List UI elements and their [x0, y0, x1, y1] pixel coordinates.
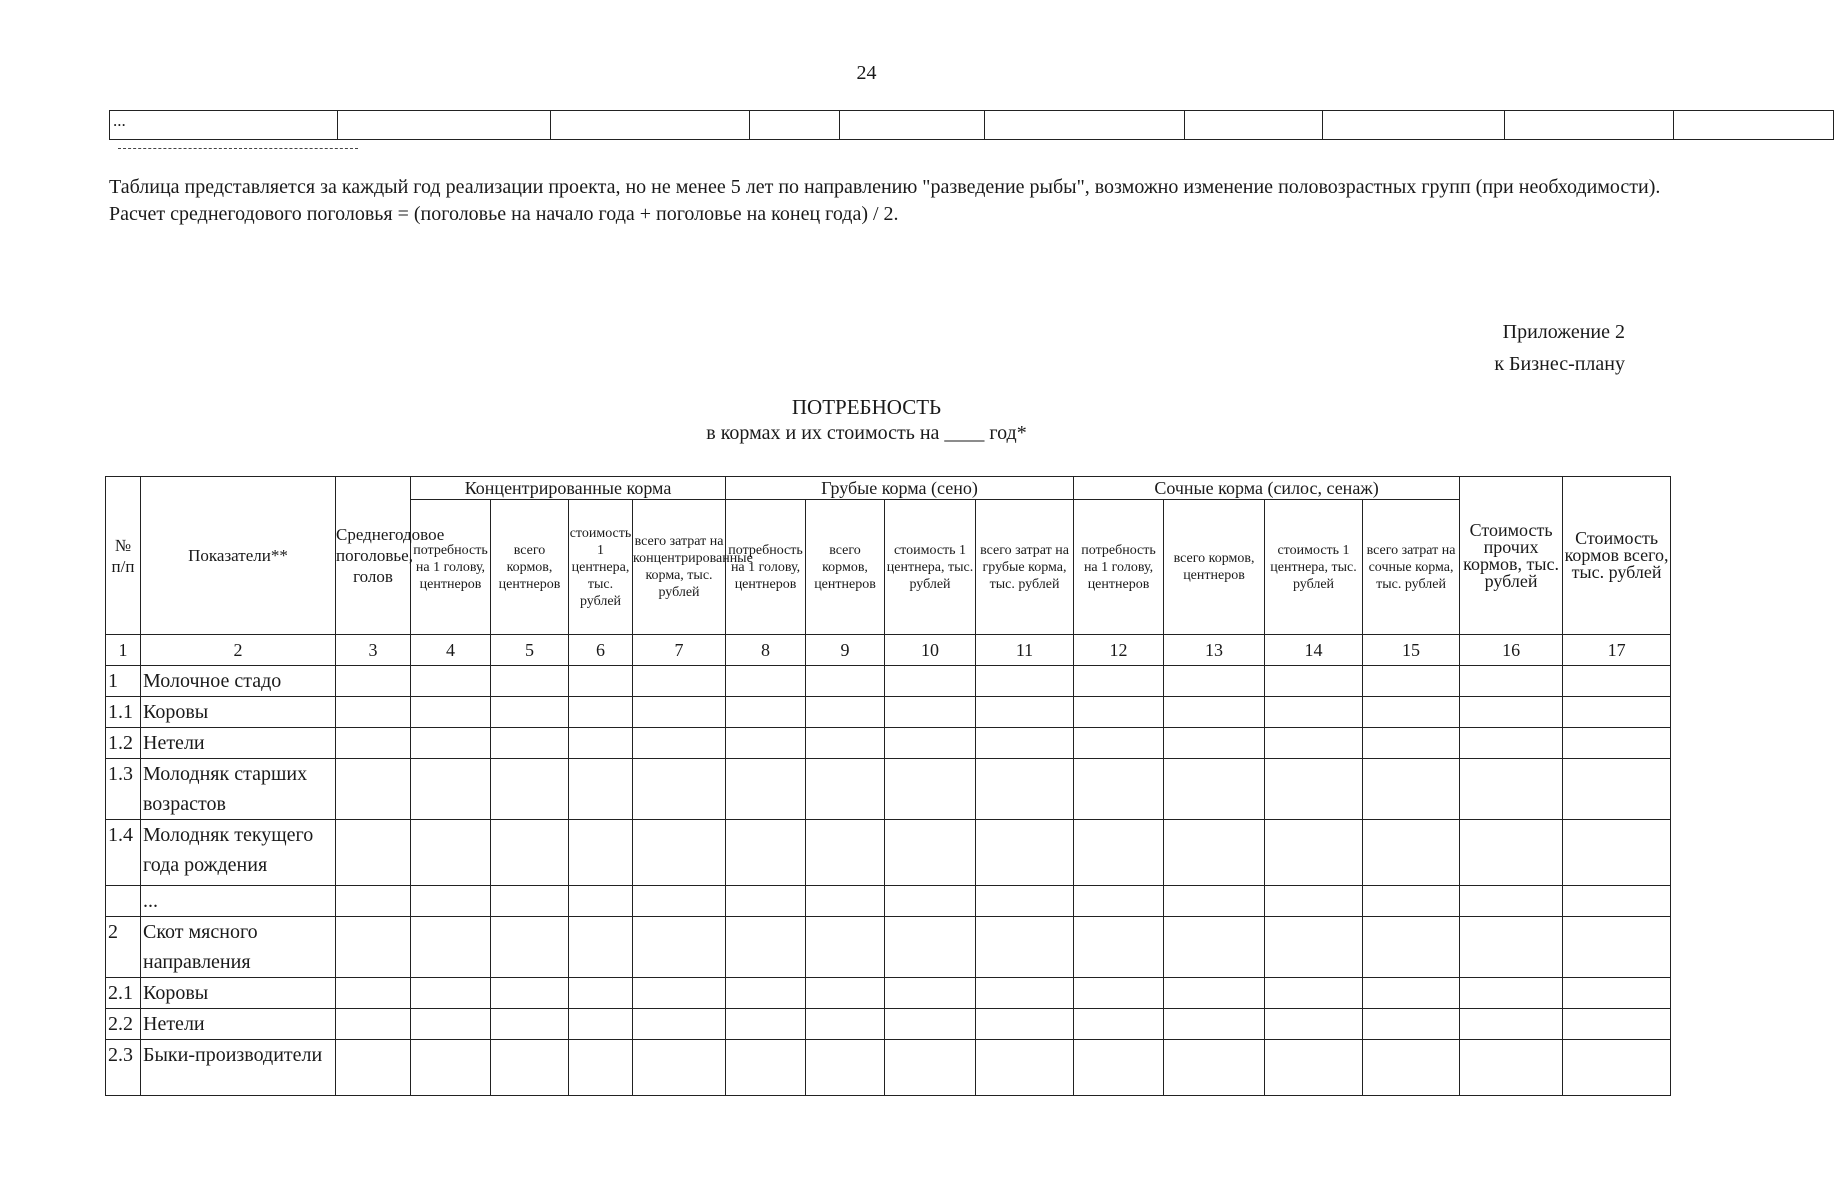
empty-cell[interactable]: [491, 759, 569, 820]
table-row: [106, 1009, 1671, 1040]
empty-cell[interactable]: [411, 1040, 491, 1096]
empty-cell[interactable]: [806, 917, 885, 978]
empty-cell[interactable]: [569, 886, 633, 917]
empty-cell[interactable]: [976, 666, 1074, 697]
column-number: 6: [569, 635, 633, 666]
empty-cell[interactable]: [1164, 666, 1265, 697]
empty-cell[interactable]: [1074, 666, 1164, 697]
empty-cell[interactable]: [1265, 728, 1363, 759]
empty-cell[interactable]: [1164, 820, 1265, 886]
empty-cell[interactable]: [976, 728, 1074, 759]
empty-cell[interactable]: [1074, 759, 1164, 820]
empty-cell[interactable]: [806, 728, 885, 759]
empty-cell[interactable]: [1460, 697, 1563, 728]
empty-cell[interactable]: [411, 886, 491, 917]
row-indicator: Быки-производители: [141, 1040, 336, 1096]
column-number: 14: [1265, 635, 1363, 666]
empty-cell[interactable]: [1460, 759, 1563, 820]
empty-cell[interactable]: [633, 1009, 726, 1040]
empty-cell[interactable]: [806, 666, 885, 697]
empty-cell[interactable]: [1265, 886, 1363, 917]
table-row: [106, 886, 1671, 917]
empty-cell[interactable]: [1563, 697, 1671, 728]
empty-cell[interactable]: [491, 1009, 569, 1040]
empty-cell[interactable]: [976, 1040, 1074, 1096]
empty-cell[interactable]: [1563, 1009, 1671, 1040]
empty-cell[interactable]: [491, 820, 569, 886]
row-number: 2.1: [106, 978, 141, 1009]
empty-cell[interactable]: [569, 697, 633, 728]
column-number: 9: [806, 635, 885, 666]
header-group-row: [106, 477, 1671, 500]
empty-cell[interactable]: [1164, 1040, 1265, 1096]
empty-cell[interactable]: [726, 886, 806, 917]
empty-cell[interactable]: [569, 820, 633, 886]
empty-cell[interactable]: [1460, 886, 1563, 917]
empty-cell[interactable]: [1563, 917, 1671, 978]
empty-cell[interactable]: [976, 1009, 1074, 1040]
empty-cell[interactable]: [1363, 728, 1460, 759]
empty-cell[interactable]: [726, 759, 806, 820]
table-row: [106, 666, 1671, 697]
empty-cell[interactable]: [1074, 728, 1164, 759]
column-number: 8: [726, 635, 806, 666]
empty-cell[interactable]: [1460, 1009, 1563, 1040]
empty-cell[interactable]: [1074, 917, 1164, 978]
empty-cell[interactable]: [885, 697, 976, 728]
empty-cell[interactable]: [491, 697, 569, 728]
empty-cell[interactable]: [1563, 820, 1671, 886]
empty-cell[interactable]: [336, 886, 411, 917]
feed-requirements-table: [105, 476, 1671, 1096]
empty-cell[interactable]: [806, 759, 885, 820]
header-coarse-price: стоимость 1 центнера, тыс. рублей: [885, 500, 976, 635]
empty-cell[interactable]: [726, 1040, 806, 1096]
empty-cell[interactable]: [1363, 978, 1460, 1009]
empty-cell[interactable]: [1265, 1009, 1363, 1040]
empty-cell[interactable]: [491, 917, 569, 978]
empty-cell[interactable]: [885, 1040, 976, 1096]
empty-cell[interactable]: [336, 728, 411, 759]
empty-cell[interactable]: [1563, 978, 1671, 1009]
empty-cell[interactable]: [806, 1009, 885, 1040]
empty-cell[interactable]: [1363, 820, 1460, 886]
row-indicator: Молодняк текущего года рождения: [141, 820, 336, 886]
header-succ-need: потребность на 1 голову, центнеров: [1074, 500, 1164, 635]
empty-cell[interactable]: [1363, 1009, 1460, 1040]
empty-cell[interactable]: [491, 728, 569, 759]
column-number: 5: [491, 635, 569, 666]
empty-cell[interactable]: [726, 1009, 806, 1040]
empty-cell[interactable]: [726, 666, 806, 697]
empty-cell[interactable]: [569, 917, 633, 978]
document-title: [0, 394, 1733, 446]
empty-cell[interactable]: [1265, 917, 1363, 978]
column-number: 12: [1074, 635, 1164, 666]
row-number: 1.3: [106, 759, 141, 820]
column-number: 7: [633, 635, 726, 666]
empty-cell[interactable]: [411, 917, 491, 978]
header-coarse-total: всего кормов, центнеров: [806, 500, 885, 635]
empty-cell[interactable]: [1563, 1040, 1671, 1096]
header-avg-herd: Среднегодовое поголовье, голов: [336, 477, 411, 635]
empty-cell[interactable]: [976, 697, 1074, 728]
empty-cell[interactable]: [1265, 666, 1363, 697]
empty-cell[interactable]: [726, 697, 806, 728]
row-number: 2.3: [106, 1040, 141, 1096]
table-row: [106, 728, 1671, 759]
empty-cell[interactable]: [1074, 886, 1164, 917]
empty-cell[interactable]: [1460, 728, 1563, 759]
empty-cell[interactable]: [569, 1009, 633, 1040]
empty-cell[interactable]: [726, 917, 806, 978]
empty-cell[interactable]: [633, 666, 726, 697]
empty-cell[interactable]: [885, 886, 976, 917]
header-conc-cost: всего затрат на концентрированные корма, тыс. рублей: [633, 500, 726, 635]
empty-cell[interactable]: [1563, 728, 1671, 759]
empty-cell[interactable]: [569, 759, 633, 820]
empty-cell[interactable]: [1460, 820, 1563, 886]
header-concentrated-feed: Концентрированные корма: [411, 477, 726, 500]
continuation-cell: ...: [110, 111, 338, 140]
empty-cell[interactable]: [885, 1009, 976, 1040]
empty-cell[interactable]: [633, 820, 726, 886]
row-number: 1: [106, 666, 141, 697]
header-other-cost: Стоимость прочих кормов, тыс. рублей: [1460, 477, 1563, 635]
empty-cell[interactable]: [411, 728, 491, 759]
empty-cell[interactable]: [411, 697, 491, 728]
empty-cell[interactable]: [1164, 886, 1265, 917]
header-conc-price: стоимость 1 центнера, тыс. рублей: [569, 500, 633, 635]
title-line-2: в кормах и их стоимость на ____ год*: [706, 422, 1027, 444]
empty-cell[interactable]: [1074, 1040, 1164, 1096]
table-row: [106, 820, 1671, 886]
column-number: 16: [1460, 635, 1563, 666]
empty-cell[interactable]: [411, 978, 491, 1009]
empty-cell[interactable]: [1265, 759, 1363, 820]
appendix-line-2: к Бизнес-плану: [1494, 353, 1625, 375]
row-number: [106, 886, 141, 917]
empty-cell[interactable]: [1363, 1040, 1460, 1096]
empty-cell[interactable]: [411, 1009, 491, 1040]
header-coarse-feed: Грубые корма (сено): [726, 477, 1074, 500]
empty-cell[interactable]: [1074, 820, 1164, 886]
empty-cell[interactable]: [569, 978, 633, 1009]
row-number: 1.1: [106, 697, 141, 728]
header-conc-need: потребность на 1 голову, центнеров: [411, 500, 491, 635]
empty-cell[interactable]: [1460, 1040, 1563, 1096]
row-indicator: Молодняк старших возрастов: [141, 759, 336, 820]
empty-cell[interactable]: [1563, 886, 1671, 917]
empty-cell[interactable]: [336, 666, 411, 697]
empty-cell[interactable]: [1164, 917, 1265, 978]
empty-cell[interactable]: [491, 1040, 569, 1096]
row-number: 1.4: [106, 820, 141, 886]
header-total-cost: Стоимость кормов всего, тыс. рублей: [1563, 477, 1671, 635]
empty-cell[interactable]: [1460, 978, 1563, 1009]
column-number: 15: [1363, 635, 1460, 666]
empty-cell[interactable]: [1563, 666, 1671, 697]
empty-cell[interactable]: [1265, 1040, 1363, 1096]
empty-cell[interactable]: [1074, 1009, 1164, 1040]
empty-cell[interactable]: [1164, 978, 1265, 1009]
column-number: 4: [411, 635, 491, 666]
empty-cell[interactable]: [976, 759, 1074, 820]
empty-cell[interactable]: [633, 697, 726, 728]
empty-cell[interactable]: [976, 917, 1074, 978]
empty-cell[interactable]: [1363, 697, 1460, 728]
column-number: 10: [885, 635, 976, 666]
empty-cell[interactable]: [1164, 759, 1265, 820]
table-row: [106, 1040, 1671, 1096]
empty-cell[interactable]: [633, 728, 726, 759]
empty-cell[interactable]: [806, 978, 885, 1009]
empty-cell[interactable]: [1363, 759, 1460, 820]
empty-cell[interactable]: [806, 697, 885, 728]
empty-cell[interactable]: [336, 1040, 411, 1096]
empty-cell[interactable]: [885, 820, 976, 886]
empty-cell[interactable]: [885, 759, 976, 820]
empty-cell[interactable]: [411, 820, 491, 886]
empty-cell[interactable]: [1164, 728, 1265, 759]
empty-cell[interactable]: [806, 820, 885, 886]
column-number: 17: [1563, 635, 1671, 666]
empty-cell[interactable]: [633, 1040, 726, 1096]
empty-cell[interactable]: [411, 666, 491, 697]
row-indicator: Нетели: [141, 728, 336, 759]
empty-cell[interactable]: [569, 728, 633, 759]
empty-cell[interactable]: [633, 886, 726, 917]
header-succ-price: стоимость 1 центнера, тыс. рублей: [1265, 500, 1363, 635]
empty-cell[interactable]: [1363, 886, 1460, 917]
empty-cell[interactable]: [336, 820, 411, 886]
row-indicator: ...: [141, 886, 336, 917]
continuation-table: [109, 110, 1834, 140]
table-row: [106, 917, 1671, 978]
empty-cell[interactable]: [1265, 820, 1363, 886]
empty-cell[interactable]: [806, 886, 885, 917]
empty-cell[interactable]: [491, 666, 569, 697]
empty-cell[interactable]: [806, 1040, 885, 1096]
empty-cell[interactable]: [491, 978, 569, 1009]
empty-cell[interactable]: [1074, 697, 1164, 728]
empty-cell[interactable]: [885, 666, 976, 697]
row-number: 1.2: [106, 728, 141, 759]
row-indicator: Нетели: [141, 1009, 336, 1040]
empty-cell[interactable]: [1363, 917, 1460, 978]
empty-cell[interactable]: [885, 917, 976, 978]
empty-cell[interactable]: [569, 1040, 633, 1096]
empty-cell[interactable]: [1460, 666, 1563, 697]
header-succulent-feed: Сочные корма (силос, сенаж): [1074, 477, 1460, 500]
row-number: 2.2: [106, 1009, 141, 1040]
header-coarse-cost: всего затрат на грубые корма, тыс. рублей: [976, 500, 1074, 635]
empty-cell[interactable]: [1460, 917, 1563, 978]
header-succ-cost: всего затрат на сочные корма, тыс. рублей: [1363, 500, 1460, 635]
header-coarse-need: потребность на 1 голову, центнеров: [726, 500, 806, 635]
empty-cell[interactable]: [1265, 978, 1363, 1009]
empty-cell[interactable]: [1265, 697, 1363, 728]
header-succ-total: всего кормов, центнеров: [1164, 500, 1265, 635]
empty-cell[interactable]: [633, 917, 726, 978]
page-number: 24: [856, 62, 877, 84]
empty-cell[interactable]: [336, 917, 411, 978]
row-indicator: Молочное стадо: [141, 666, 336, 697]
empty-cell[interactable]: [633, 759, 726, 820]
empty-cell[interactable]: [885, 978, 976, 1009]
empty-cell[interactable]: [726, 820, 806, 886]
row-indicator: Коровы: [141, 697, 336, 728]
row-number: 2: [106, 917, 141, 978]
table-row: [106, 978, 1671, 1009]
table-row: [106, 697, 1671, 728]
empty-cell[interactable]: [726, 978, 806, 1009]
continuation-row: [110, 111, 1834, 140]
footnote-text: Таблица представляется за каждый год реализации проекта, но не менее 5 лет по направлению "разведение рыбы", возможно изменение половозрастных групп (при необходимости). Расчет среднегодового поголовья = (поголовье на начало года + поголовье на конец года) / 2.: [109, 176, 1661, 225]
empty-cell[interactable]: [1563, 759, 1671, 820]
header-conc-total: всего кормов, центнеров: [491, 500, 569, 635]
empty-cell[interactable]: [885, 728, 976, 759]
empty-cell[interactable]: [976, 978, 1074, 1009]
column-number: 3: [336, 635, 411, 666]
header-num: № п/п: [106, 477, 141, 635]
column-number-row: [106, 635, 1671, 666]
empty-cell[interactable]: [633, 978, 726, 1009]
empty-cell[interactable]: [411, 759, 491, 820]
empty-cell[interactable]: [1164, 1009, 1265, 1040]
column-number: 13: [1164, 635, 1265, 666]
table-row: [106, 759, 1671, 820]
empty-cell[interactable]: [336, 759, 411, 820]
header-indicator: Показатели**: [141, 477, 336, 635]
title-line-1: ПОТРЕБНОСТЬ: [791, 395, 942, 419]
empty-cell[interactable]: [1363, 666, 1460, 697]
empty-cell[interactable]: [336, 978, 411, 1009]
empty-cell[interactable]: [569, 666, 633, 697]
row-indicator: Коровы: [141, 978, 336, 1009]
appendix-label: [1494, 316, 1625, 380]
empty-cell[interactable]: [336, 697, 411, 728]
empty-cell[interactable]: [336, 1009, 411, 1040]
empty-cell[interactable]: [976, 886, 1074, 917]
row-indicator: Скот мясного направления: [141, 917, 336, 978]
empty-cell[interactable]: [726, 728, 806, 759]
empty-cell[interactable]: [491, 886, 569, 917]
empty-cell[interactable]: [1164, 697, 1265, 728]
column-number: 1: [106, 635, 141, 666]
empty-cell[interactable]: [976, 820, 1074, 886]
column-number: 11: [976, 635, 1074, 666]
empty-cell[interactable]: [1074, 978, 1164, 1009]
footnote-separator: [118, 148, 358, 149]
appendix-line-1: Приложение 2: [1502, 321, 1625, 343]
column-number: 2: [141, 635, 336, 666]
